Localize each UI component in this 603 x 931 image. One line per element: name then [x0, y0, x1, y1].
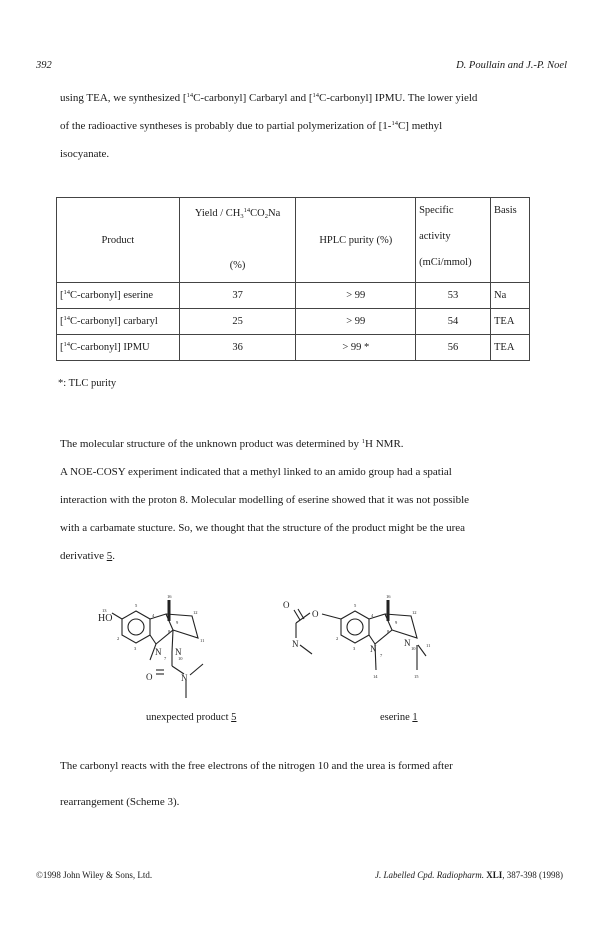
svg-text:11: 11 — [426, 643, 431, 648]
body-line-3: interaction with the proton 8. Molecular modelling of eserine showed that it was not possible — [60, 494, 470, 506]
intro-line-1: using TEA, we synthesized [$^{14}$C-carbonyl] Carbaryl and [$^{14}$C-carbonyl] IPMU. The lower yield — [60, 92, 478, 104]
intro-line-3: isocyanate. — [60, 148, 110, 160]
svg-text:10: 10 — [411, 646, 416, 651]
conclusion-line-1: The carbonyl reacts with the free electrons of the nitrogen 10 and the urea is formed after — [60, 760, 453, 772]
atom-o-ring: O — [312, 609, 319, 619]
svg-text:12: 12 — [412, 610, 417, 615]
cell-hplc: > 99 — [296, 283, 416, 309]
svg-text:11: 11 — [200, 638, 205, 643]
structures-figure — [80, 590, 550, 710]
footer-journal: J. Labelled Cpd. Radiopharm. XLI, 387-398 (1998) — [374, 870, 563, 880]
svg-text:3: 3 — [134, 646, 137, 651]
table-header-row — [57, 198, 530, 283]
svg-text:4: 4 — [371, 613, 374, 618]
svg-text:2: 2 — [117, 636, 120, 641]
header-specific-activity: Specific activity (mCi/mmol) — [416, 198, 491, 283]
atom-n7-right: N — [370, 644, 377, 654]
running-header-authors: D. Poullain and J.-P. Noel — [456, 60, 567, 71]
atom-o-left: O — [146, 672, 153, 682]
cell-hplc: > 99 — [296, 309, 416, 335]
cell-activity: 54 — [416, 309, 491, 335]
svg-text:5: 5 — [354, 603, 357, 608]
conclusion-paragraph — [60, 752, 550, 816]
cell-activity: 53 — [416, 283, 491, 309]
svg-text:13: 13 — [102, 608, 107, 613]
page-number: 392 — [36, 60, 52, 71]
cell-yield: 36 — [179, 335, 296, 361]
atom-n-left: N — [181, 673, 188, 683]
header-hplc: HPLC purity (%) — [296, 198, 416, 283]
svg-text:15: 15 — [414, 674, 419, 679]
body-line-5: derivative 5. — [60, 550, 115, 562]
yield-table — [56, 197, 530, 361]
svg-text:10: 10 — [178, 656, 183, 661]
conclusion-line-2: rearrangement (Scheme 3). — [60, 796, 180, 808]
svg-text:2: 2 — [336, 636, 339, 641]
svg-text:5: 5 — [135, 603, 138, 608]
body-line-4: with a carbamate stucture. So, we thought that the structure of the product might be the urea — [60, 522, 466, 534]
header-basis: Basis — [491, 198, 530, 283]
caption-eserine: eserine 1 — [380, 712, 418, 723]
atom-ho: HO — [98, 613, 113, 624]
svg-text:4: 4 — [152, 613, 155, 618]
table-row — [57, 283, 530, 309]
cell-yield: 37 — [179, 283, 296, 309]
svg-text:8: 8 — [168, 629, 171, 634]
caption-unexpected-product: unexpected product 5 — [146, 712, 237, 723]
cell-product: [$^{14}$C-carbonyl] carbaryl — [57, 309, 180, 335]
table-footnote: *: TLC purity — [58, 378, 117, 389]
body-paragraph — [60, 430, 550, 570]
intro-line-2: of the radioactive syntheses is probably due to partial polymerization of [1-$^{14}$C] methyl — [60, 120, 443, 132]
body-line-2: A NOE-COSY experiment indicated that a methyl linked to an amido group had a spatial — [60, 466, 452, 478]
cell-yield: 25 — [179, 309, 296, 335]
svg-text:14: 14 — [373, 674, 378, 679]
atom-o-right: O — [283, 600, 290, 610]
atom-n7: N — [155, 647, 162, 657]
table-row — [57, 335, 530, 361]
atom-n-right: N — [292, 639, 299, 649]
cell-basis: Na — [491, 283, 530, 309]
svg-text:12: 12 — [193, 610, 198, 615]
header-yield: Yield / $CH_3^{14}CO_2Na$ (%) — [179, 198, 296, 283]
cell-basis: TEA — [491, 335, 530, 361]
svg-text:3: 3 — [353, 646, 356, 651]
cell-product: [$^{14}$C-carbonyl] eserine — [57, 283, 180, 309]
atom-n10-right: N — [404, 638, 411, 648]
cell-hplc: > 99 * — [296, 335, 416, 361]
footer-copyright: ©1998 John Wiley & Sons, Ltd. — [36, 870, 153, 880]
body-line-1: The molecular structure of the unknown product was determined by $^1$H NMR. — [60, 438, 404, 450]
svg-text:16: 16 — [386, 594, 391, 599]
svg-text:9: 9 — [395, 620, 398, 625]
header-product: Product — [57, 198, 180, 283]
cell-product: [$^{14}$C-carbonyl] IPMU — [57, 335, 180, 361]
intro-paragraph — [60, 84, 550, 168]
cell-activity: 56 — [416, 335, 491, 361]
svg-text:8: 8 — [387, 629, 390, 634]
svg-text:7: 7 — [164, 656, 167, 661]
svg-text:9: 9 — [176, 620, 179, 625]
svg-text:16: 16 — [167, 594, 172, 599]
atom-n10: N — [175, 647, 182, 657]
cell-basis: TEA — [491, 309, 530, 335]
table-row — [57, 309, 530, 335]
svg-text:7: 7 — [380, 653, 383, 658]
